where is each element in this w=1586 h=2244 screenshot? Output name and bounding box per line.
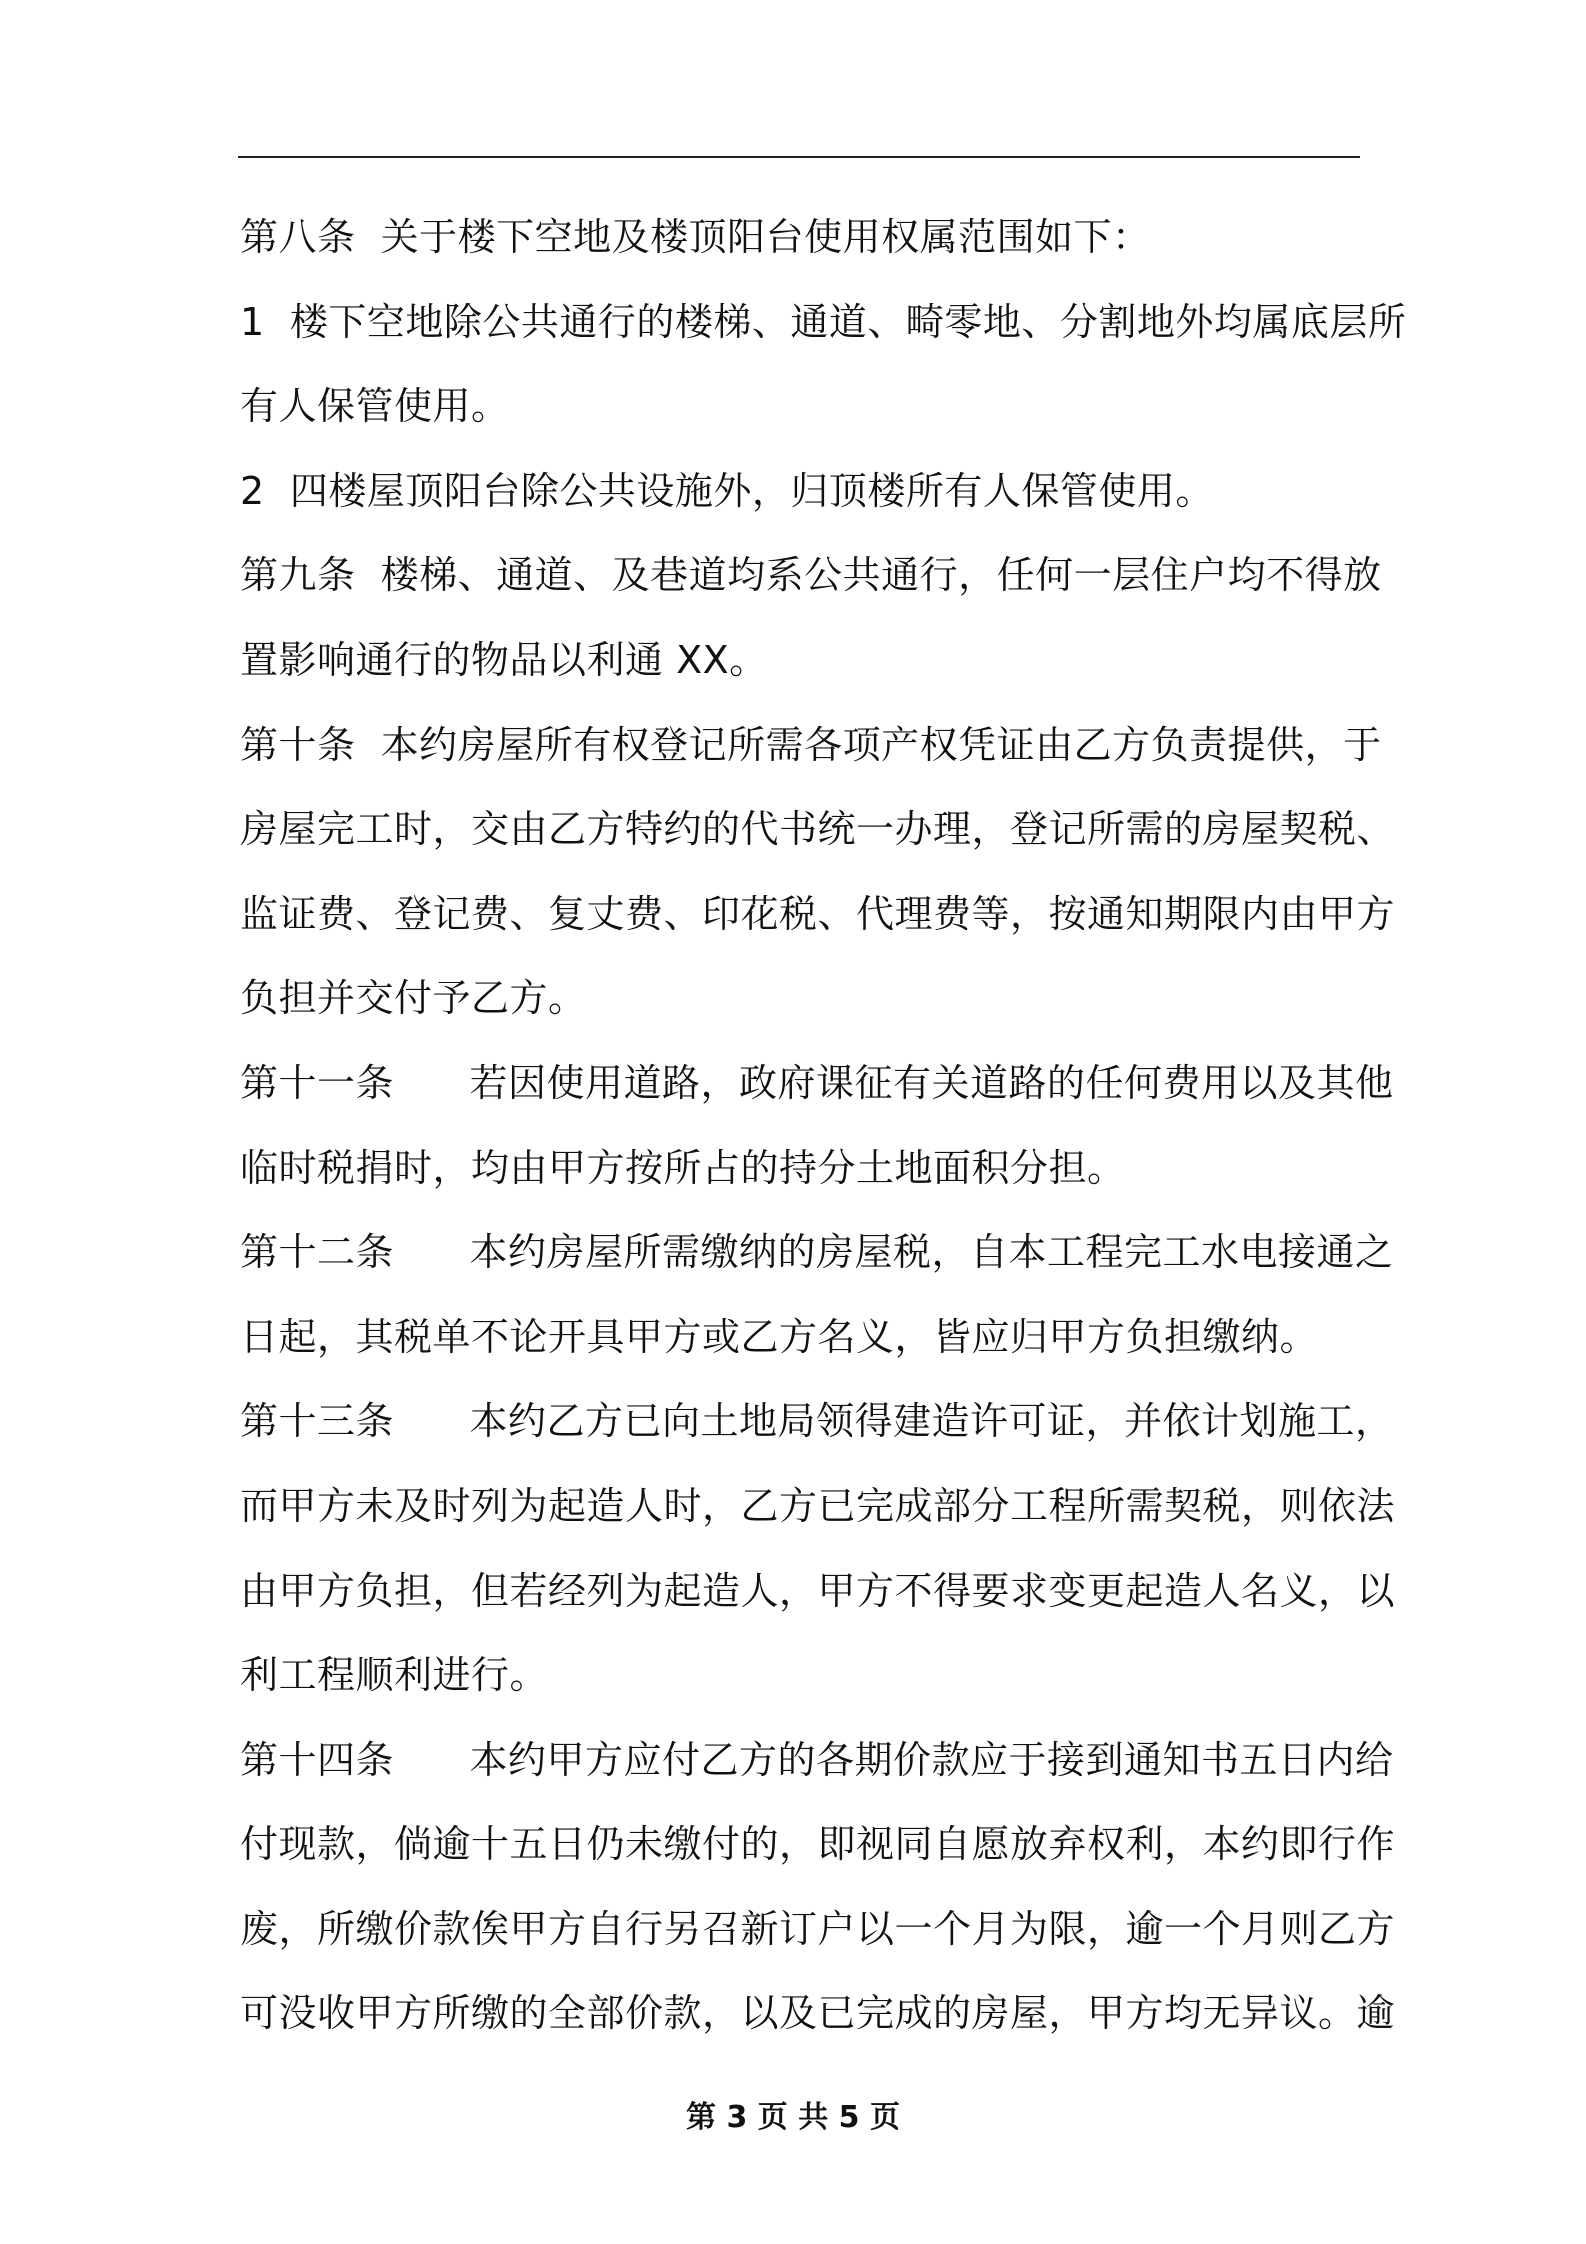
text-line: 负担并交付予乙方。 bbox=[240, 976, 587, 1021]
text-line: 临时税捐时，均由甲方按所占的持分土地面积分担。 bbox=[240, 1145, 1126, 1190]
text-line: 监证费、登记费、复丈费、印花税、代理费等，按通知期限内由甲方 bbox=[240, 891, 1396, 936]
document-body bbox=[240, 195, 1407, 2056]
text-line: 2 四楼屋顶阳台除公共设施外，归顶楼所有人保管使用。 bbox=[240, 468, 1214, 513]
text-line: 第十三条 本约乙方已向土地局领得建造许可证，并依计划施工， bbox=[240, 1399, 1394, 1444]
text-line: 第九条 楼梯、通道、及巷道均系公共通行，任何一层住户均不得放 bbox=[240, 553, 1382, 598]
page-footer: 第 3 页 共 5 页 bbox=[686, 2100, 900, 2135]
text-line: 房屋完工时，交由乙方特约的代书统一办理，登记所需的房屋契税、 bbox=[240, 807, 1396, 852]
text-line: 日起，其税单不论开具甲方或乙方名义，皆应归甲方负担缴纳。 bbox=[240, 1314, 1319, 1359]
text-line: 第十二条 本约房屋所需缴纳的房屋税，自本工程完工水电接通之 bbox=[240, 1230, 1394, 1275]
text-line: 置影响通行的物品以利通 XX。 bbox=[240, 637, 768, 682]
text-line: 利工程顺利进行。 bbox=[240, 1653, 549, 1698]
text-line: 付现款，倘逾十五日仍未缴付的，即视同自愿放弃权利，本约即行作 bbox=[240, 1822, 1396, 1867]
header-rule bbox=[238, 156, 1360, 158]
text-line: 第十一条 若因使用道路，政府课征有关道路的任何费用以及其他 bbox=[240, 1060, 1394, 1105]
text-line: 1 楼下空地除公共通行的楼梯、通道、畸零地、分割地外均属底层所 bbox=[240, 299, 1407, 344]
text-line: 第八条 关于楼下空地及楼顶阳台使用权属范围如下： bbox=[240, 215, 1151, 259]
text-line: 第十四条 本约甲方应付乙方的各期价款应于接到通知书五日内给 bbox=[240, 1737, 1394, 1782]
text-line: 有人保管使用。 bbox=[240, 384, 510, 429]
text-line: 而甲方未及时列为起造人时，乙方已完成部分工程所需契税，则依法 bbox=[240, 1483, 1396, 1528]
text-line: 可没收甲方所缴的全部价款，以及已完成的房屋，甲方均无异议。逾 bbox=[240, 1991, 1396, 2036]
text-line: 废，所缴价款俟甲方自行另召新订户以一个月为限，逾一个月则乙方 bbox=[240, 1906, 1396, 1951]
text-line: 由甲方负担，但若经列为起造人，甲方不得要求变更起造人名义，以 bbox=[240, 1568, 1396, 1613]
text-line: 第十条 本约房屋所有权登记所需各项产权凭证由乙方负责提供，于 bbox=[240, 722, 1382, 767]
